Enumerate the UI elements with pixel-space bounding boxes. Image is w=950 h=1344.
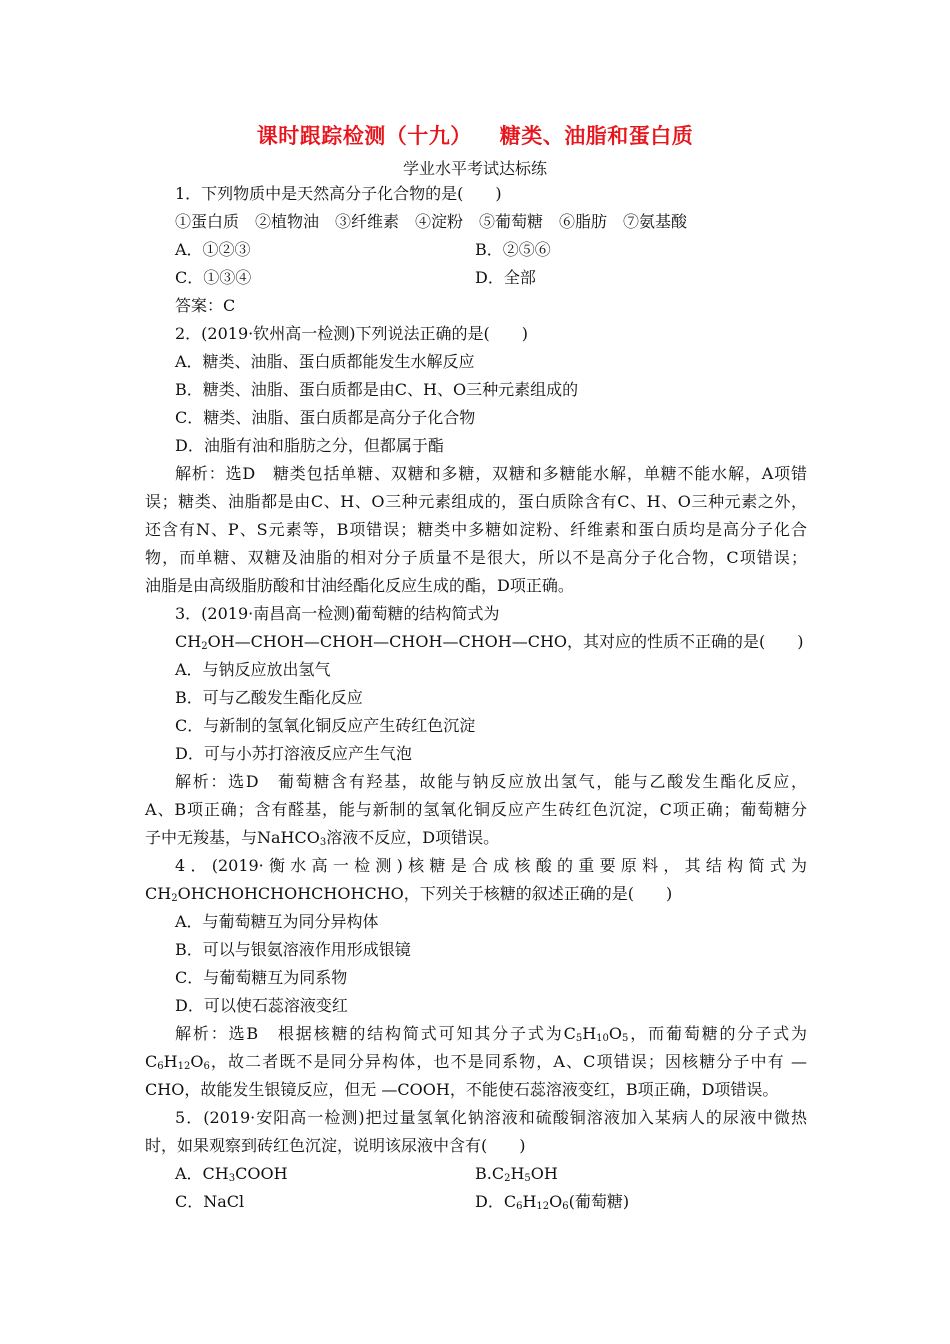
q1-options-cd	[145, 264, 807, 292]
q4-analysis-line: CHO，故能发生银镜反应，但无 —COOH，不能使石蕊溶液变红，B项正确，D项错误。	[145, 1080, 779, 1099]
page-title	[0, 120, 950, 150]
q2-option-a: A．糖类、油脂、蛋白质都能发生水解反应	[175, 352, 475, 371]
question-list	[145, 180, 807, 1216]
q3-formula: $CH_2OH—CHOH—CHOH—CHOH—CHOH—CHO$，其对应的性质不正确的是( )	[175, 632, 804, 652]
q1-option-b: B．②⑤⑥	[475, 240, 551, 259]
q2-analysis-line: 还含有N、P、S元素等，B项错误；糖类中多糖如淀粉、纤维素和蛋白质均是高分子化合	[145, 520, 807, 539]
q5-option-c: C．NaCl	[175, 1192, 245, 1211]
q1-items: ①蛋白质 ②植物油 ③纤维素 ④淀粉 ⑤葡萄糖 ⑥脂肪 ⑦氨基酸	[175, 212, 688, 231]
q2-option-b: B．糖类、油脂、蛋白质都是由C、H、O三种元素组成的	[175, 380, 579, 399]
q4-option-a: A．与葡萄糖互为同分异构体	[175, 912, 379, 931]
q2-analysis-line: 误；糖类、油脂都是由C、H、O三种元素组成的，蛋白质除含有C、H、O三种元素之外，	[145, 492, 807, 511]
q5-option-d: D．$C_6H_{12}O_6$(葡萄糖)	[475, 1192, 630, 1212]
q2-analysis-line: 物，而单糖、双糖及油脂的相对分子质量不是很大，所以不是高分子化合物，C项错误；	[145, 548, 807, 567]
q4-option-b: B．可以与银氨溶液作用形成银镜	[175, 940, 411, 959]
q3-option-b: B．可与乙酸发生酯化反应	[175, 688, 363, 707]
q5-options-cd	[145, 1188, 807, 1216]
q2-analysis-line: 解析：选D 糖类包括单糖、双糖和多糖，双糖和多糖能水解，单糖不能水解，A项错	[175, 464, 807, 483]
q4-option-d: D．可以使石蕊溶液变红	[175, 996, 348, 1015]
q4-option-c: C．与葡萄糖互为同系物	[175, 968, 348, 987]
q5-option-b: $B.C_2H_5OH$	[475, 1164, 558, 1184]
q4-stem: 4．(2019·衡水高一检测)核糖是合成核酸的重要原料，其结构简式为	[175, 856, 807, 875]
section-subtitle: 学业水平考试达标练	[402, 159, 547, 178]
q2-analysis-line: 油脂是由高级脂肪酸和甘油经酯化反应生成的酯，D项正确。	[145, 576, 574, 595]
q3-analysis-line: A、B项正确；含有醛基，能与新制的氢氧化铜反应产生砖红色沉淀，C项正确；葡萄糖分	[145, 800, 807, 819]
q2-option-c: C．糖类、油脂、蛋白质都是高分子化合物	[175, 408, 476, 427]
q5-stem-cont: 时，如果观察到砖红色沉淀，说明该尿液中含有( )	[145, 1136, 526, 1155]
q3-analysis-line: 解析：选D 葡萄糖含有羟基，故能与钠反应放出氢气，能与乙酸发生酯化反应，	[175, 772, 807, 791]
q2-option-d: D．油脂有油和脂肪之分，但都属于酯	[175, 436, 444, 455]
q3-analysis-line: 子中无羧基，与NaHCO$_3$溶液不反应，D项错误。	[145, 828, 500, 848]
q5-stem: 5．(2019·安阳高一检测)把过量氢氧化钠溶液和硫酸铜溶液加入某病人的尿液中微热	[175, 1108, 807, 1127]
q3-option-c: C．与新制的氢氧化铜反应产生砖红色沉淀	[175, 716, 476, 735]
q1-option-d: D．全部	[475, 268, 536, 287]
q4-analysis-line: $C_6H_{12}O_6$，故二者既不是同分异构体，也不是同系物，A、C项错误；因核糖分子中有 —	[145, 1052, 807, 1072]
title-left: 课时跟踪检测（十九）	[256, 123, 472, 148]
q1-option-a: A．①②③	[175, 240, 251, 259]
q3-option-d: D．可与小苏打溶液反应产生气泡	[175, 744, 412, 763]
q3-option-a: A．与钠反应放出氢气	[175, 660, 331, 679]
title-right: 糖类、油脂和蛋白质	[499, 123, 694, 148]
q1-answer: 答案：C	[175, 296, 236, 315]
q4-analysis-line: 解析：选B 根据核糖的结构简式可知其分子式为$C_5H_{10}O_5$，而葡萄糖的分子式为	[175, 1024, 807, 1044]
q5-options-ab	[145, 1160, 807, 1188]
q5-option-a: A．$CH_3COOH$	[175, 1164, 288, 1184]
q1-options-ab	[145, 236, 807, 264]
q1-stem: 1．下列物质中是天然高分子化合物的是( )	[175, 184, 502, 203]
q3-stem: 3．(2019·南昌高一检测)葡萄糖的结构简式为	[175, 604, 500, 623]
q2-stem: 2．(2019·钦州高一检测)下列说法正确的是( )	[175, 324, 528, 343]
q4-stem-formula: $CH_2OHCHOHCHOHCHOHCHO$，下列关于核糖的叙述正确的是( )	[145, 884, 673, 904]
q1-option-c: C．①③④	[175, 268, 252, 287]
